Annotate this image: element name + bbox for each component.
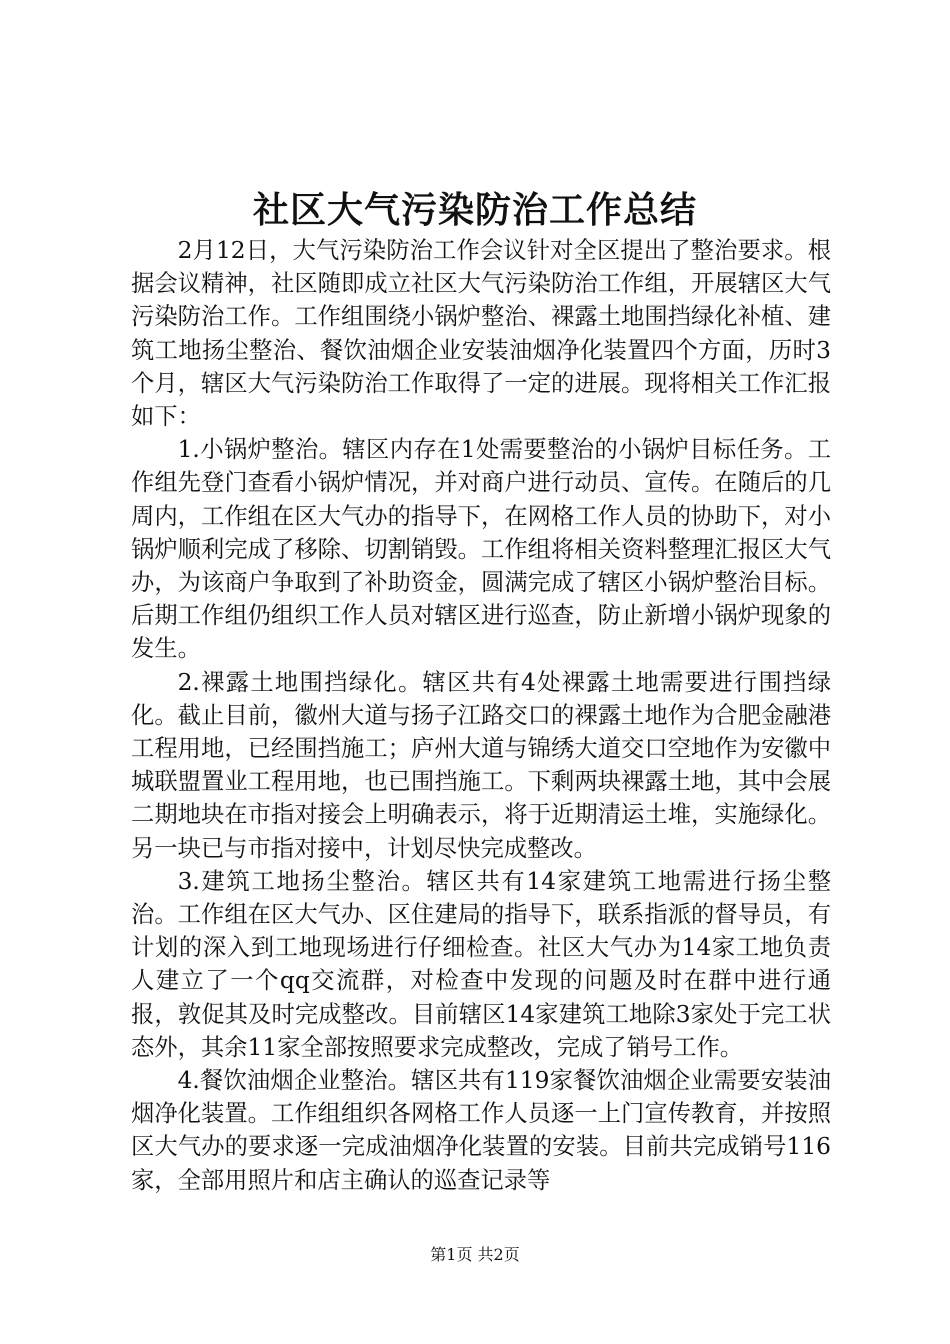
document-title: 社区大气污染防治工作总结 xyxy=(252,189,697,231)
page-footer: 第1页 共2页 xyxy=(430,1245,520,1264)
document-body xyxy=(131,234,831,1197)
section-paragraph-boiler: 1.小锅炉整治。辖区内存在1处需要整治的小锅炉目标任务。工作组先登门查看小锅炉情况，并对商户进行动员、宣传。在随后的几周内，工作组在区大气办的指导下，在网格工作人员的协助下，对小锅炉顺利完成了移除、切割销毁。工作组将相关资料整理汇报区大气办，为该商户争取到了补助资金，圆满完成了辖区小锅炉整治目标。后期工作组仍组织工作人员对辖区进行巡查，防止新增小锅炉现象的发生。 xyxy=(131,436,831,663)
section-paragraph-bare-land: 2.裸露土地围挡绿化。辖区共有4处裸露土地需要进行围挡绿化。截止目前，徽州大道与扬子江路交口的裸露土地作为合肥金融港工程用地，已经围挡施工；庐州大道与锦绣大道交口空地作为安徽中城联盟置业工程用地，也已围挡施工。下剩两块裸露土地，其中会展二期地块在市指对接会上明确表示，将于近期清运土堆，实施绿化。另一块已与市指对接中，计划尽快完成整改。 xyxy=(131,668,831,862)
section-paragraph-construction-dust: 3.建筑工地扬尘整治。辖区共有14家建筑工地需进行扬尘整治。工作组在区大气办、区住建局的指导下，联系指派的督导员，有计划的深入到工地现场进行仔细检查。社区大气办为14家工地负责人建立了一个qq交流群，对检查中发现的问题及时在群中进行通报，敦促其及时完成整改。目前辖区14家建筑工地除3家处于完工状态外，其余11家全部按照要求完成整改，完成了销号工作。 xyxy=(131,867,831,1061)
intro-paragraph: 2月12日，大气污染防治工作会议针对全区提出了整治要求。根据会议精神，社区随即成立社区大气污染防治工作组，开展辖区大气污染防治工作。工作组围绕小锅炉整治、裸露土地围挡绿化补植、建筑工地扬尘整治、餐饮油烟企业安装油烟净化装置四个方面，历时3个月，辖区大气污染防治工作取得了一定的进展。现将相关工作汇报如下： xyxy=(131,237,831,431)
section-paragraph-catering-fume: 4.餐饮油烟企业整治。辖区共有119家餐饮油烟企业需要安装油烟净化装置。工作组组织各网格工作人员逐一上门宣传教育，并按照区大气办的要求逐一完成油烟净化装置的安装。目前共完成销号116家，全部用照片和店主确认的巡查记录等 xyxy=(131,1067,831,1194)
